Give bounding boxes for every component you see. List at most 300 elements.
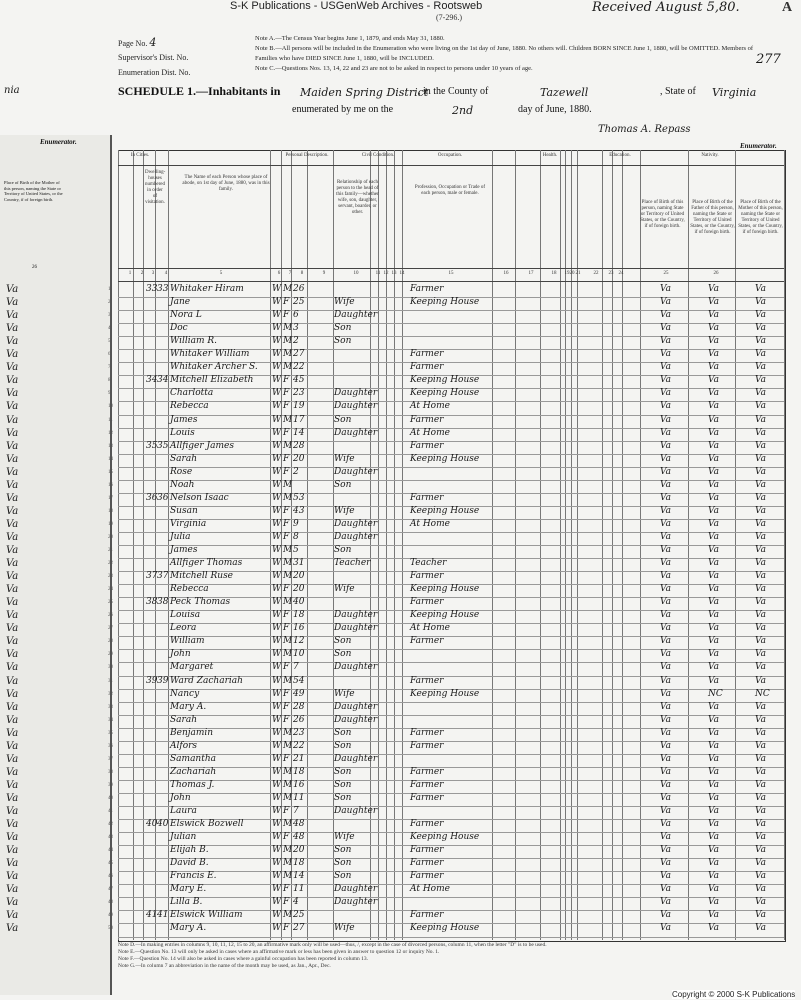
head-name: The Name of each Person whose place of abode, on 1st day of June, 1880, was in this family. xyxy=(182,175,270,192)
birthplace-person: Va xyxy=(660,492,672,503)
strip-heading: Place of Birth of the Mother of this person, naming the State or Territory of United States, or the Country, if of foreign birth. xyxy=(4,180,63,202)
strip-value: Va xyxy=(6,440,19,452)
column-number: 11 xyxy=(375,271,381,276)
table-row xyxy=(118,310,784,324)
occupation-cell: Farmer xyxy=(410,349,444,360)
person-name: Nelson Isaac xyxy=(170,492,229,503)
strip-value: Va xyxy=(6,427,19,439)
sex-cell: F xyxy=(283,923,290,934)
row-number: 9 xyxy=(108,391,111,397)
strip-top-word: nia xyxy=(4,85,20,96)
person-name: Rebecca xyxy=(170,584,209,595)
column-number: 14 xyxy=(399,271,405,276)
relationship-cell: Son xyxy=(334,740,352,751)
strip-value: Va xyxy=(6,284,19,295)
sex-cell: F xyxy=(283,897,290,908)
person-name: James xyxy=(170,414,198,425)
strip-value: Va xyxy=(6,610,19,622)
row-number: 29 xyxy=(108,652,113,658)
strip-value: Va xyxy=(6,675,19,687)
table-row xyxy=(118,676,784,690)
birthplace-person: Va xyxy=(660,923,672,934)
age-cell: 48 xyxy=(293,832,305,843)
birthplace-father: Va xyxy=(708,558,720,569)
strip-value: Va xyxy=(6,701,19,713)
birthplace-mother: Va xyxy=(755,362,767,373)
race-cell: W xyxy=(272,701,282,712)
age-cell: 11 xyxy=(293,884,305,895)
relationship-cell: Daughter xyxy=(334,427,378,438)
race-cell: W xyxy=(272,518,282,529)
birthplace-person: Va xyxy=(660,884,672,895)
table-row xyxy=(118,428,784,442)
occupation-cell: Farmer xyxy=(410,675,444,686)
sex-cell: M xyxy=(283,845,293,856)
age-cell: 25 xyxy=(293,297,305,308)
sex-cell: M xyxy=(283,871,293,882)
birthplace-person: Va xyxy=(660,310,672,321)
row-number: 34 xyxy=(108,717,113,723)
strip-value: Va xyxy=(6,362,19,374)
birthplace-person: Va xyxy=(660,636,672,647)
person-name: John xyxy=(170,792,191,803)
copyright-notice: Copyright © 2000 S-K Publications xyxy=(672,990,796,999)
occupation-cell: Keeping House xyxy=(410,505,480,516)
relationship-cell: Son xyxy=(334,636,352,647)
birthplace-father: Va xyxy=(708,923,720,934)
head-nativity: Nativity. xyxy=(701,153,719,158)
age-cell: 21 xyxy=(293,753,305,764)
sex-cell: M xyxy=(283,362,293,373)
birthplace-father: Va xyxy=(708,466,720,477)
age-cell: 18 xyxy=(293,610,305,621)
district-name: Maiden Spring District xyxy=(300,86,429,99)
age-cell: 18 xyxy=(293,858,305,869)
birthplace-father: Va xyxy=(708,832,720,843)
table-row xyxy=(118,754,784,768)
occupation-cell: Farmer xyxy=(410,636,444,647)
table-row xyxy=(118,558,784,572)
race-cell: W xyxy=(272,636,282,647)
age-cell: 7 xyxy=(293,806,299,816)
race-cell: W xyxy=(272,323,282,334)
occupation-cell: Farmer xyxy=(410,845,444,856)
birthplace-father: Va xyxy=(708,792,720,803)
birthplace-person: Va xyxy=(660,610,672,621)
person-name: Whitaker William xyxy=(170,349,250,360)
birthplace-mother: Va xyxy=(755,440,767,451)
sex-cell: F xyxy=(283,531,290,542)
person-name: John xyxy=(170,649,191,660)
age-cell: 53 xyxy=(293,492,305,503)
birthplace-father: Va xyxy=(708,636,720,647)
sex-cell: M xyxy=(283,349,293,360)
birthplace-mother: Va xyxy=(755,845,767,856)
table-row xyxy=(118,323,784,337)
sex-cell: F xyxy=(283,310,290,321)
age-cell: 27 xyxy=(293,349,305,360)
birthplace-father: Va xyxy=(708,897,720,908)
race-cell: W xyxy=(272,610,282,621)
person-name: Rose xyxy=(170,466,193,477)
person-name: Ward Zachariah xyxy=(170,675,243,686)
birthplace-mother: Va xyxy=(755,310,767,321)
birthplace-father: Va xyxy=(708,584,720,595)
race-cell: W xyxy=(272,858,282,869)
person-name: Nora L xyxy=(170,310,202,321)
birthplace-person: Va xyxy=(660,897,672,908)
row-number: 14 xyxy=(108,456,113,462)
strip-value: Va xyxy=(6,662,19,674)
table-row xyxy=(118,362,784,376)
relationship-cell: Daughter xyxy=(334,466,378,477)
birthplace-father: Va xyxy=(708,336,720,347)
person-name: Mary A. xyxy=(170,701,207,712)
strip-value: Va xyxy=(6,623,19,635)
person-name: Julian xyxy=(170,832,197,843)
birthplace-father: Va xyxy=(708,362,720,373)
row-number: 48 xyxy=(108,900,113,906)
age-cell: 8 xyxy=(293,531,299,542)
birthplace-mother: Va xyxy=(755,531,767,542)
race-cell: W xyxy=(272,649,282,660)
column-number: 26 xyxy=(713,271,719,276)
column-number: 7 xyxy=(288,271,292,276)
sex-cell: F xyxy=(283,753,290,764)
relationship-cell: Daughter xyxy=(334,388,378,399)
race-cell: W xyxy=(272,584,282,595)
table-row xyxy=(118,884,784,898)
birthplace-mother: Va xyxy=(755,610,767,621)
row-number: 22 xyxy=(108,561,113,567)
enum-day: 2nd xyxy=(452,104,474,117)
row-number: 23 xyxy=(108,574,113,580)
occupation-cell: At Home xyxy=(410,884,450,895)
race-cell: W xyxy=(272,662,282,673)
birthplace-person: Va xyxy=(660,792,672,803)
birthplace-mother: Va xyxy=(755,623,767,634)
sex-cell: M xyxy=(283,336,293,347)
birthplace-father: Va xyxy=(708,675,720,686)
dwelling-number: 41 xyxy=(146,910,158,921)
birthplace-father: Va xyxy=(708,453,720,464)
age-cell: 54 xyxy=(293,675,305,686)
column-number: 18 xyxy=(551,271,557,276)
table-row xyxy=(118,284,784,298)
birthplace-person: Va xyxy=(660,336,672,347)
table-row xyxy=(118,636,784,650)
row-number: 26 xyxy=(108,613,113,619)
strip-value: Va xyxy=(6,871,19,883)
birthplace-mother: Va xyxy=(755,388,767,399)
sex-cell: F xyxy=(283,714,290,725)
table-row xyxy=(118,506,784,520)
table-row xyxy=(118,441,784,455)
family-number: 33 xyxy=(157,284,169,294)
birthplace-person: Va xyxy=(660,414,672,425)
table-row xyxy=(118,610,784,624)
age-cell: 26 xyxy=(293,284,305,294)
birthplace-person: Va xyxy=(660,806,672,816)
age-cell: 19 xyxy=(293,401,305,412)
page-no-label: Page No. 4 xyxy=(118,36,157,49)
family-number: 35 xyxy=(157,440,169,451)
dwelling-number: 33 xyxy=(146,284,158,294)
race-cell: W xyxy=(272,897,282,908)
race-cell: W xyxy=(272,884,282,895)
birthplace-father: Va xyxy=(708,884,720,895)
sex-cell: F xyxy=(283,806,290,816)
race-cell: W xyxy=(272,479,282,490)
occupation-cell: Farmer xyxy=(410,440,444,451)
schedule-title: SCHEDULE 1.—Inhabitants in xyxy=(118,84,281,98)
birthplace-father: Va xyxy=(708,375,720,386)
birthplace-father: Va xyxy=(708,310,720,321)
birthplace-person: Va xyxy=(660,531,672,542)
birthplace-mother: Va xyxy=(755,806,767,816)
race-cell: W xyxy=(272,832,282,843)
family-number: 36 xyxy=(157,492,169,503)
table-row xyxy=(118,571,784,585)
relationship-cell: Son xyxy=(334,545,352,555)
table-row xyxy=(118,845,784,859)
strip-value: Va xyxy=(6,558,19,570)
race-cell: W xyxy=(272,284,282,294)
enum-district-label: Enumeration Dist. No. xyxy=(118,68,191,77)
sex-cell: M xyxy=(283,675,293,686)
person-name: James xyxy=(170,545,198,555)
relationship-cell: Son xyxy=(334,766,352,777)
head-birth-mother: Place of Birth of the Mother of this person, naming the State or Territory of United States, or the Country, if of foreign birth. xyxy=(738,200,783,235)
race-cell: W xyxy=(272,310,282,321)
sex-cell: F xyxy=(283,701,290,712)
age-cell: 16 xyxy=(293,623,305,634)
race-cell: W xyxy=(272,453,282,464)
occupation-cell: Farmer xyxy=(410,284,444,294)
relationship-cell: Wife xyxy=(334,584,355,595)
birthplace-mother: Va xyxy=(755,375,767,386)
table-row xyxy=(118,649,784,663)
person-name: Charlotta xyxy=(170,388,214,399)
occupation-cell: At Home xyxy=(410,518,450,529)
birthplace-father: Va xyxy=(708,858,720,869)
age-cell: 3 xyxy=(293,323,299,334)
sex-cell: M xyxy=(283,284,293,294)
strip-value: Va xyxy=(6,832,19,844)
row-number: 32 xyxy=(108,691,113,697)
birthplace-mother: Va xyxy=(755,727,767,738)
birthplace-father: Va xyxy=(708,297,720,308)
race-cell: W xyxy=(272,675,282,686)
table-row xyxy=(118,349,784,363)
birthplace-father: Va xyxy=(708,505,720,516)
birthplace-father: Va xyxy=(708,284,720,294)
note-f: Note F.—Question No. 14 will also be asked in cases where a gainful occupation has been reported in column 13. xyxy=(118,956,369,962)
row-number: 15 xyxy=(108,469,113,475)
birthplace-mother: Va xyxy=(755,675,767,686)
note-a: Note A.—The Census Year begins June 1, 1879, and ends May 31, 1880. xyxy=(255,35,445,42)
sex-cell: M xyxy=(283,323,293,334)
strip-col-number: 26 xyxy=(32,265,37,270)
birthplace-mother: Va xyxy=(755,284,767,294)
birthplace-person: Va xyxy=(660,675,672,686)
row-number: 5 xyxy=(108,339,111,345)
relationship-cell: Son xyxy=(334,649,352,660)
occupation-cell: Farmer xyxy=(410,597,444,608)
occupation-cell: Keeping House xyxy=(410,388,480,399)
occupation-cell: Farmer xyxy=(410,910,444,921)
person-name: Benjamin xyxy=(170,727,214,738)
sex-cell: M xyxy=(283,636,293,647)
birthplace-mother: Va xyxy=(755,323,767,334)
sex-cell: F xyxy=(283,401,290,412)
birthplace-person: Va xyxy=(660,766,672,777)
occupation-cell: Farmer xyxy=(410,779,444,790)
table-row xyxy=(118,858,784,872)
birthplace-father: Va xyxy=(708,662,720,673)
table-row xyxy=(118,871,784,885)
relationship-cell: Daughter xyxy=(334,610,378,621)
birthplace-mother: Va xyxy=(755,897,767,908)
race-cell: W xyxy=(272,571,282,582)
age-cell: 40 xyxy=(293,597,305,608)
race-cell: W xyxy=(272,545,282,555)
birthplace-person: Va xyxy=(660,701,672,712)
person-name: Whitaker Archer S. xyxy=(170,362,258,373)
birthplace-father: Va xyxy=(708,388,720,399)
birthplace-person: Va xyxy=(660,558,672,569)
person-name: Doc xyxy=(170,323,188,334)
occupation-cell: Farmer xyxy=(410,740,444,751)
age-cell: 20 xyxy=(293,571,305,582)
row-number: 35 xyxy=(108,730,113,736)
enumerator-label: Enumerator. xyxy=(740,142,777,150)
birthplace-mother: Va xyxy=(755,414,767,425)
column-number: 21 xyxy=(575,271,581,276)
birthplace-person: Va xyxy=(660,819,672,830)
row-number: 41 xyxy=(108,809,113,814)
age-cell: 12 xyxy=(293,636,305,647)
birthplace-father: Va xyxy=(708,531,720,542)
birthplace-person: Va xyxy=(660,518,672,529)
age-cell: 20 xyxy=(293,453,305,464)
person-name: Louisa xyxy=(170,610,201,621)
occupation-cell: Farmer xyxy=(410,362,444,373)
birthplace-father: Va xyxy=(708,910,720,921)
person-name: Laura xyxy=(170,806,197,816)
census-notes xyxy=(255,34,775,74)
dwelling-number: 36 xyxy=(146,492,158,503)
strip-value: Va xyxy=(6,845,19,857)
strip-value: Va xyxy=(6,858,19,870)
birthplace-mother: Va xyxy=(755,571,767,582)
strip-value: Va xyxy=(6,505,19,517)
birthplace-father: Va xyxy=(708,701,720,712)
strip-value: Va xyxy=(6,479,19,491)
birthplace-mother: Va xyxy=(755,401,767,412)
birthplace-father: Va xyxy=(708,649,720,660)
age-cell: 26 xyxy=(293,714,305,725)
race-cell: W xyxy=(272,388,282,399)
age-cell: 27 xyxy=(293,923,305,934)
column-number: 24 xyxy=(618,271,624,276)
relationship-cell: Daughter xyxy=(334,623,378,634)
head-civil: Civil Condition. xyxy=(361,153,395,158)
sex-cell: M xyxy=(283,649,293,660)
occupation-cell: Teacher xyxy=(410,558,447,569)
strip-value: Va xyxy=(6,323,19,335)
row-number: 18 xyxy=(108,508,113,514)
dwelling-number: 38 xyxy=(146,597,158,608)
age-cell: 6 xyxy=(293,310,299,321)
relationship-cell: Daughter xyxy=(334,310,378,321)
strip-value: Va xyxy=(6,492,19,504)
archive-banner: S-K Publications - USGenWeb Archives - Rootsweb xyxy=(230,0,483,12)
strip-value: Va xyxy=(6,766,19,778)
age-cell: 22 xyxy=(293,740,305,751)
race-cell: W xyxy=(272,819,282,830)
table-row xyxy=(118,741,784,755)
occupation-cell: At Home xyxy=(410,401,450,412)
birthplace-person: Va xyxy=(660,401,672,412)
birthplace-person: Va xyxy=(660,284,672,294)
age-cell: 20 xyxy=(293,845,305,856)
birthplace-person: Va xyxy=(660,753,672,764)
row-number: 3 xyxy=(108,313,111,319)
occupation-cell: Farmer xyxy=(410,858,444,869)
race-cell: W xyxy=(272,466,282,477)
note-d: Note D.—In making entries in columns 9, 10, 11, 12, 15 to 20, an affirmative mark only will be used—thus, /, except in the case of divorced persons, column 11, when the letter "D" is to be used. xyxy=(118,942,547,948)
row-number: 45 xyxy=(108,861,113,867)
strip-value: Va xyxy=(6,727,19,739)
birthplace-mother: Va xyxy=(755,819,767,830)
race-cell: W xyxy=(272,558,282,569)
strip-value: Va xyxy=(6,518,19,530)
birthplace-person: Va xyxy=(660,845,672,856)
occupation-cell: Keeping House xyxy=(410,297,480,308)
occupation-cell: Farmer xyxy=(410,871,444,882)
relationship-cell: Wife xyxy=(334,453,355,464)
column-number: 23 xyxy=(608,271,614,276)
sex-cell: F xyxy=(283,505,290,516)
birthplace-mother: Va xyxy=(755,662,767,673)
table-row xyxy=(118,597,784,611)
table-row xyxy=(118,454,784,468)
birthplace-mother: Va xyxy=(755,466,767,477)
age-cell: 49 xyxy=(293,688,305,699)
occupation-cell: Keeping House xyxy=(410,453,480,464)
table-row xyxy=(118,910,784,924)
person-name: Elijah B. xyxy=(170,845,209,856)
table-row xyxy=(118,819,784,833)
sex-cell: M xyxy=(283,910,293,921)
relationship-cell: Son xyxy=(334,414,352,425)
row-number: 44 xyxy=(108,848,113,854)
row-number: 27 xyxy=(108,626,113,632)
birthplace-mother: Va xyxy=(755,505,767,516)
birthplace-person: Va xyxy=(660,871,672,882)
head-education: Education. xyxy=(609,153,631,158)
age-cell: 17 xyxy=(293,414,305,425)
sex-cell: F xyxy=(283,688,290,699)
race-cell: W xyxy=(272,349,282,360)
sex-cell: M xyxy=(283,571,293,582)
person-name: William xyxy=(170,636,205,647)
age-cell: 2 xyxy=(293,466,299,477)
occupation-cell: Keeping House xyxy=(410,584,480,595)
age-cell: 16 xyxy=(293,779,305,790)
birthplace-mother: Va xyxy=(755,545,767,555)
